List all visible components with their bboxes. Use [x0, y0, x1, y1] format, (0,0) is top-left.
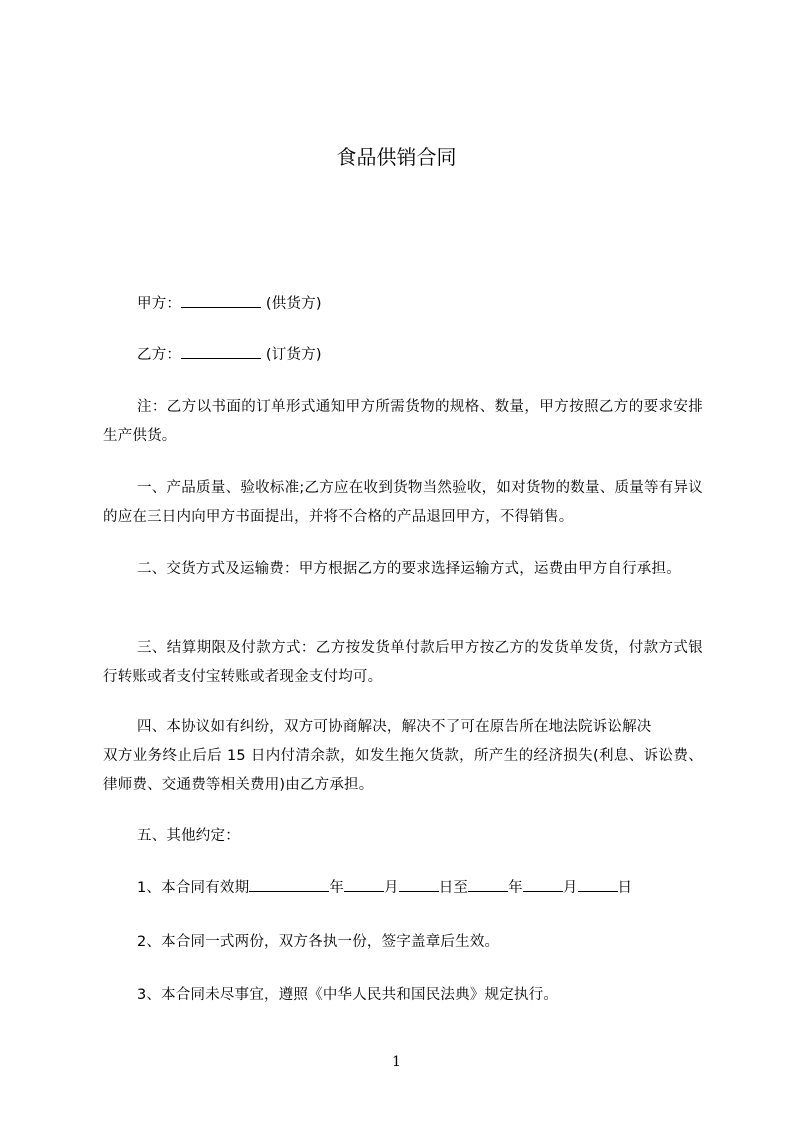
party-b-blank [181, 342, 261, 359]
note-paragraph: 注：乙方以书面的订单形式通知甲方所需货物的规格、数量，甲方按照乙方的要求安排生产供货。 [103, 399, 703, 444]
clause-3: 三、结算期限及付款方式：乙方按发货单付款后甲方按乙方的发货单发货，付款方式银行转账或者支付宝转账或者现金支付均可。 [103, 640, 703, 685]
blank-day-1 [399, 875, 439, 892]
party-a-line [103, 290, 703, 319]
blank-year-2 [468, 875, 508, 892]
party-a-label: 甲方： [137, 296, 182, 312]
year-2-label: 年 [508, 880, 523, 896]
month-1-label: 月 [384, 880, 399, 896]
item-1 [103, 874, 703, 903]
item-2: 2、本合同一式两份，双方各执一份，签字盖章后生效。 [137, 934, 500, 950]
party-b-label: 乙方： [137, 347, 182, 363]
day-2-label: 日 [617, 880, 633, 896]
clause-5-title: 五、其他约定： [137, 828, 240, 844]
blank-month-2 [523, 875, 563, 892]
item-3: 3、本合同未尽事宜，遵照《中华人民共和国民法典》规定执行。 [137, 987, 559, 1003]
party-b-role: (订货方) [265, 347, 322, 363]
blank-years [249, 875, 329, 892]
year-1-label: 年 [329, 880, 345, 896]
blank-day-2 [578, 875, 618, 892]
document-title: 食品供销合同 [336, 145, 457, 169]
party-a-blank [181, 291, 261, 308]
clause-2: 二、交货方式及运输费：甲方根据乙方的要求选择运输方式，运费由甲方自行承担。 [137, 561, 681, 577]
month-2-label: 月 [562, 880, 578, 896]
party-a-role: (供货方) [265, 296, 322, 312]
party-b-line [103, 341, 703, 370]
clause-4-rest: 双方业务终止后后 15 日内付清余款，如发生拖欠货款，所产生的经济损失(利息、诉讼费、律师费、交通费等相关费用)由乙方承担。 [103, 748, 703, 793]
day-to-label: 日至 [438, 880, 469, 896]
page-number: 1 [392, 1054, 401, 1070]
clause-1: 一、产品质量、验收标准;乙方应在收到货物当然验收，如对货物的数量、质量等有异议的应在三日内向甲方书面提出，并将不合格的产品退回甲方，不得销售。 [103, 480, 703, 525]
blank-month-1 [344, 875, 384, 892]
item-1-prefix: 1、本合同有效期 [137, 880, 250, 896]
clause-4-line-1: 四、本协议如有纠纷，双方可协商解决，解决不了可在原告所在地法院诉讼解决 [137, 719, 652, 735]
